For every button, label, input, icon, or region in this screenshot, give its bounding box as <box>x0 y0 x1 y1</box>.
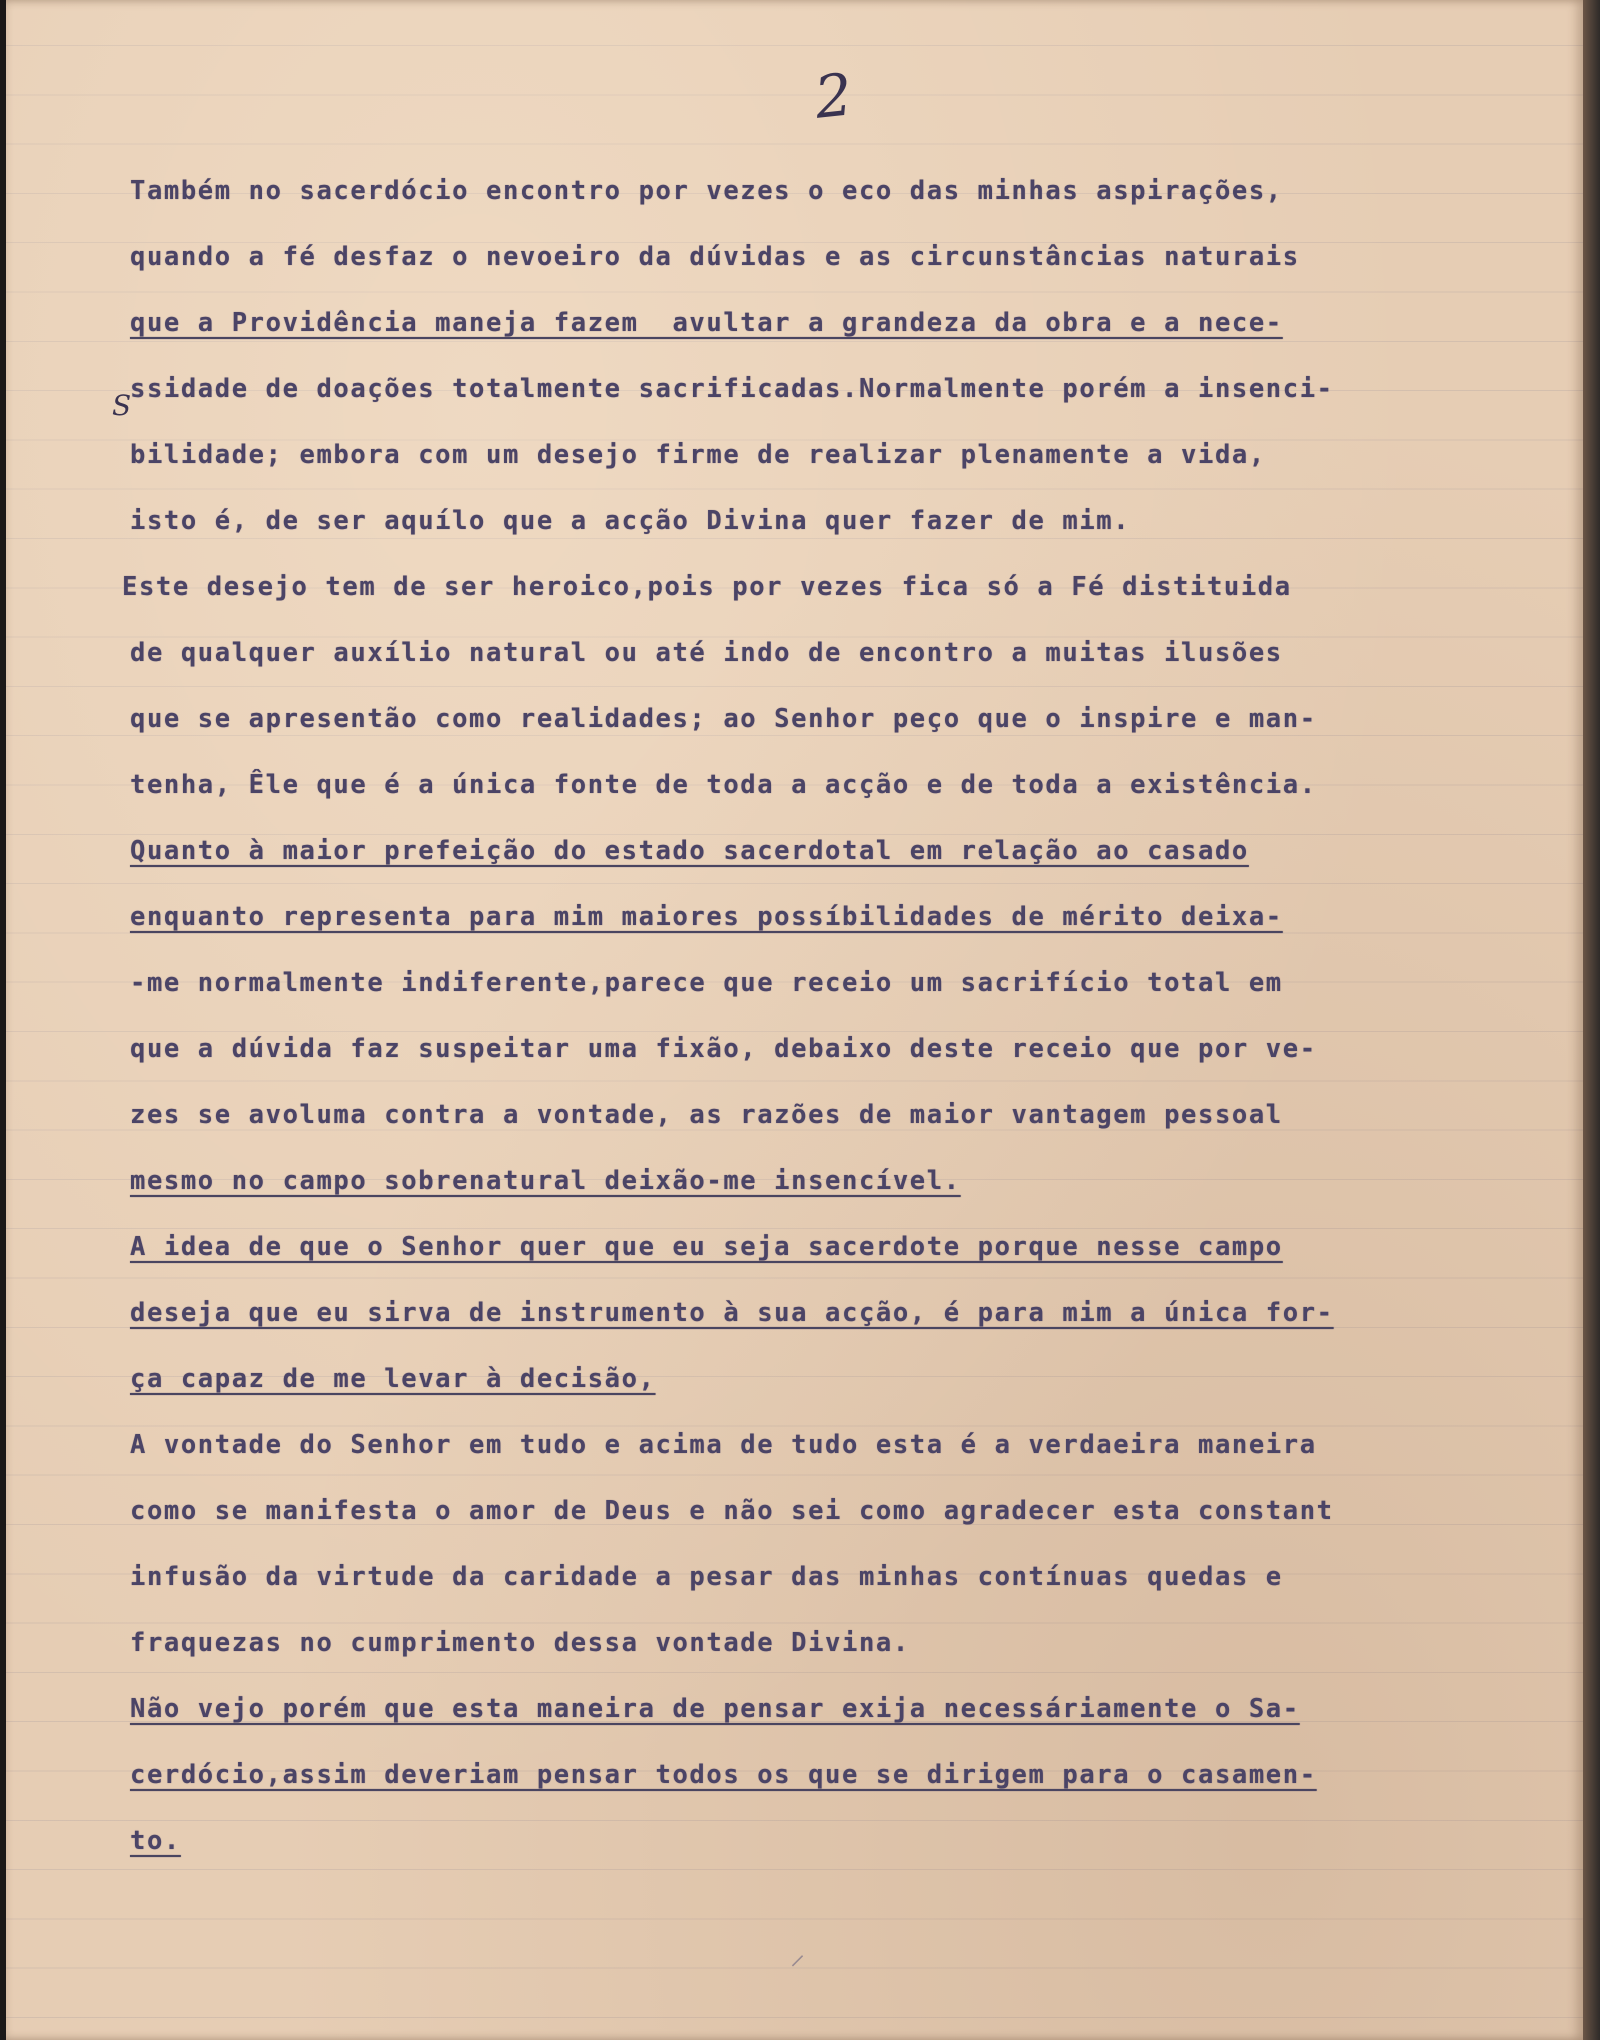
text-line-20: A vontade do Senhor em tudo e acima de tudo esta é a verdaeira maneira <box>130 1430 1317 1460</box>
margin-handwritten-mark: S <box>112 389 132 422</box>
text-line-11: Quanto à maior prefeição do estado sacerdotal em relação ao casado <box>130 836 1249 866</box>
text-line-8: de qualquer auxílio natural ou até indo de encontro a muitas ilusões <box>130 638 1283 668</box>
text-line-24: Não vejo porém que esta maneira de pensar exija necessáriamente o Sa- <box>130 1694 1300 1724</box>
text-line-22: infusão da virtude da caridade a pesar das minhas contínuas quedas e <box>130 1562 1283 1592</box>
text-line-9: que se apresentão como realidades; ao Senhor peço que o inspire e man- <box>130 704 1317 734</box>
text-line-15: zes se avoluma contra a vontade, as razões de maior vantagem pessoal <box>130 1100 1283 1130</box>
text-line-16: mesmo no campo sobrenatural deixão-me insencível. <box>130 1166 961 1196</box>
text-line-26: to. <box>130 1826 181 1856</box>
page-number: 2 <box>811 60 856 132</box>
text-line-3: que a Providência maneja fazem avultar a grandeza da obra e a nece- <box>130 308 1283 338</box>
text-line-2: quando a fé desfaz o nevoeiro da dúvidas e as circunstâncias naturais <box>130 242 1300 272</box>
typed-letter-body <box>122 168 1580 1884</box>
text-line-1: Também no sacerdócio encontro por vezes o eco das minhas aspirações, <box>130 176 1283 206</box>
text-line-17: A idea de que o Senhor quer que eu seja sacerdote porque nesse campo <box>130 1232 1283 1262</box>
text-line-10: tenha, Êle que é a única fonte de toda a acção e de toda a existência. <box>130 770 1317 800</box>
text-line-12: enquanto representa para mim maiores possíbilidades de mérito deixa- <box>130 902 1283 932</box>
text-line-18: deseja que eu sirva de instrumento à sua acção, é para mim a única for- <box>130 1298 1334 1328</box>
ink-smudge-mark: ⸝ <box>790 1937 805 1972</box>
text-line-23: fraquezas no cumprimento dessa vontade Divina. <box>130 1628 910 1658</box>
text-line-21: como se manifesta o amor de Deus e não sei como agradecer esta constant <box>130 1496 1334 1526</box>
text-line-7: Este desejo tem de ser heroico,pois por vezes fica só a Fé distituida <box>122 572 1292 602</box>
text-line-14: que a dúvida faz suspeitar uma fixão, debaixo deste receio que por ve- <box>130 1034 1317 1064</box>
text-line-6: isto é, de ser aquílo que a acção Divina quer fazer de mim. <box>130 506 1131 536</box>
page-right-border <box>1583 0 1600 2040</box>
text-line-25: cerdócio,assim deveriam pensar todos os que se dirigem para o casamen- <box>130 1760 1317 1790</box>
text-line-4: ssidade de doações totalmente sacrificadas.Normalmente porém a insenci- <box>130 374 1334 404</box>
page-left-border <box>0 0 6 2040</box>
text-line-5: bilidade; embora com um desejo firme de realizar plenamente a vida, <box>130 440 1266 470</box>
text-line-13: -me normalmente indiferente,parece que receio um sacrifício total em <box>130 968 1283 998</box>
text-line-19: ça capaz de me levar à decisão, <box>130 1364 656 1394</box>
